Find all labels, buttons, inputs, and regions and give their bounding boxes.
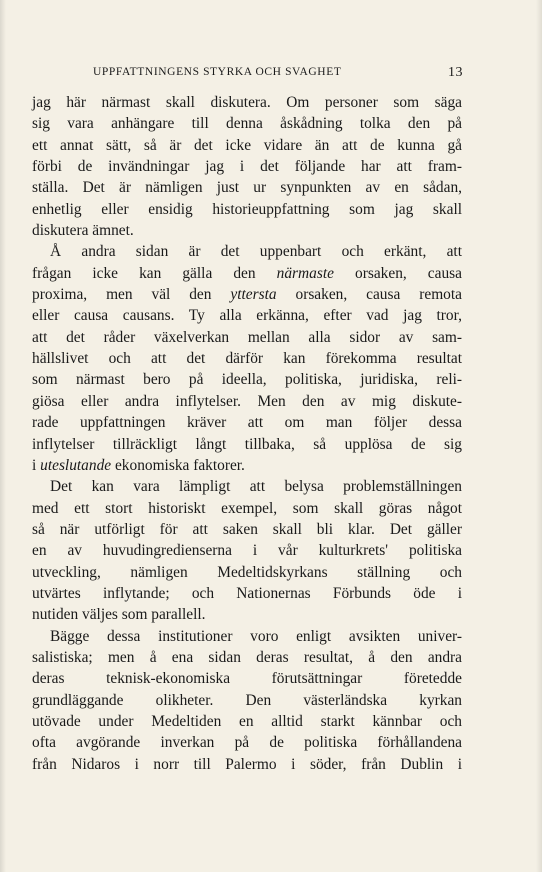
text-line-with-emphasis: [32, 284, 462, 305]
text-line: utveckling, nämligen Medeltidskyrkans ställning och: [32, 563, 462, 581]
text-line: jag här närmast skall diskutera. Om personer som säga: [32, 94, 462, 111]
body-text: [32, 92, 462, 775]
right-page-edge: [536, 0, 542, 872]
emphasized-word: uteslutande: [40, 456, 112, 474]
page-header: [93, 66, 463, 84]
text-line-with-emphasis: [32, 455, 462, 476]
text-line: enhetlig eller ensidig historieuppfattning som jag skall: [32, 200, 462, 218]
text-line: eller causa causans. Ty alla erkänna, efter vad jag tror,: [32, 307, 462, 325]
text-line: förbi de invändningar jag i det följande har att fram-: [32, 158, 462, 176]
text-line: inflytelser tillräckligt långt tillbaka, så upplösa de sig: [32, 435, 462, 453]
text-line: grundläggande olikheter. Den västerländska kyrkan: [32, 691, 462, 709]
paragraph-start-line: Bägge dessa institutioner voro enligt avsikten univer-: [50, 627, 462, 645]
text-line: med ett stort historiskt exempel, som skall göras något: [32, 499, 462, 517]
text-line: att det råder växelverkan mellan alla sidor av sam-: [32, 328, 462, 346]
emphasized-word: yttersta: [230, 286, 277, 304]
text-run: orsaken, causa: [355, 264, 462, 282]
text-line: salistiska; men å ena sidan deras resultat, å den andra: [32, 648, 462, 666]
running-title: UPPFATTNINGENS STYRKA OCH SVAGHET: [93, 66, 342, 78]
text-line: utövade under Medeltiden en alltid starkt kännbar och: [32, 712, 462, 730]
text-line: sig vara anhängare till denna åskådning tolka den på: [32, 115, 462, 133]
emphasized-word: närmaste: [276, 264, 334, 282]
text-line: en av huvudingredienserna i vår kulturkrets' politiska: [32, 542, 462, 560]
text-line: ställa. Det är nämligen just ur synpunkten av en sådan,: [32, 179, 462, 197]
text-line: hällslivet och att det därför kan förekomma resultat: [32, 350, 462, 368]
page-number: 13: [448, 65, 463, 80]
text-run: ekonomiska faktorer.: [114, 456, 245, 474]
text-line-with-emphasis: [32, 263, 462, 284]
text-line: ofta avgörande inverkan på de politiska förhållandena: [32, 734, 462, 752]
text-run: orsaken, causa remota: [295, 286, 462, 304]
text-line: så när utförligt för att saken skall bli klar. Det gäller: [32, 520, 462, 538]
text-run: i: [32, 456, 37, 474]
text-line: ett annat sätt, så är det icke vidare än att de kunna gå: [32, 136, 462, 154]
text-line: utvärtes inflytande; och Nationernas Förbunds öde i: [32, 584, 462, 602]
paragraph-start-line: Det kan vara lämpligt att belysa problemställningen: [50, 478, 462, 496]
text-run: proxima, men väl den: [32, 286, 212, 304]
text-line: som närmast bero på ideella, politiska, juridiska, reli-: [32, 371, 462, 389]
text-line: diskutera ämnet.: [32, 222, 134, 240]
paragraph-start-line: Å andra sidan är det uppenbart och erkänt, att: [50, 243, 462, 261]
text-line: nutiden väljes som parallell.: [32, 606, 206, 624]
left-page-edge: [0, 0, 6, 872]
text-line: rade uppfattningen kräver att om man följer dessa: [32, 414, 462, 432]
text-line: från Nidaros i norr till Palermo i söder, från Dublin i: [32, 755, 462, 773]
text-run: frågan icke kan gälla den: [32, 264, 256, 282]
text-line: giösa eller andra inflytelser. Men den av mig diskute-: [32, 392, 462, 410]
text-line: deras teknisk-ekonomiska förutsättningar företedde: [32, 670, 462, 688]
